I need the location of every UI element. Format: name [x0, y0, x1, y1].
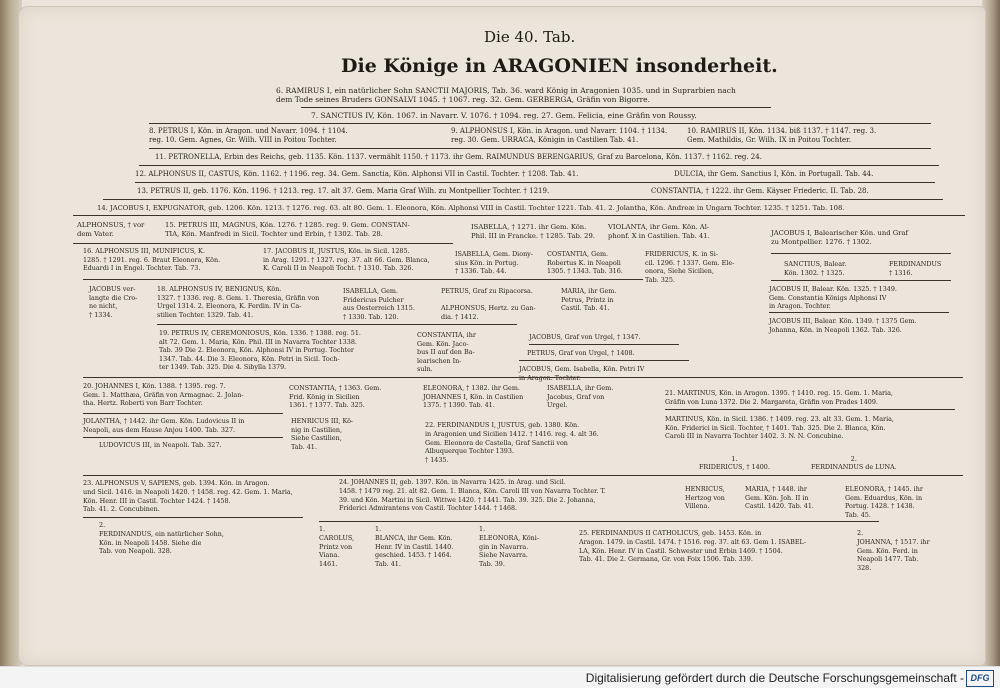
- entry-ramirus-2: 10. RAMIRUS II, Kön. 1134. biß 1137. † 1147. reg. 3. Gem. Mathildis, Gr. Wilh. IX in Poitou Tochter.: [687, 127, 877, 144]
- entry-ferdinandus-natural: 2. FERDINANDUS, ein natürlicher Sohn, Kön. in Neapoli 1458. Siehe die Tab. von Neapoli. 328.: [99, 521, 224, 556]
- entry-constantia-1: CONSTANTIA, † 1222. ihr Gem. Käyser Friederic. II. Tab. 28.: [651, 187, 869, 195]
- entry-isabella-1: ISABELLA, † 1271. ihr Gem. Kön. Phil. III in Francke. † 1285. Tab. 29.: [471, 223, 595, 240]
- bracket: [149, 148, 931, 149]
- entry-petrus-2: 13. PETRUS II, geb. 1176. Kön. 1196. † 1213. reg. 17. alt 37. Gem. Maria Graf Wilh. zu Montpellier Tochter. † 1219.: [137, 187, 550, 195]
- entry-isabella-2: ISABELLA, Gem. Diony- sius Kön. in Portug. † 1336. Tab. 44.: [455, 250, 533, 275]
- entry-maria-1: MARIA, ihr Gem. Petrus, Printz in Castil. Tab. 41.: [561, 287, 617, 312]
- entry-johannes-1: 20. JOHANNES I, Kön. 1388. † 1395. reg. 7. Gem. 1. Matthæa, Gräfin von Armagnac. 2. Jolan- tha. Hertz. Roberti von Barr Tochter.: [83, 382, 244, 408]
- entry-eleonora-3: 1. ELEONORA, Köni- gin in Navarra. Siehe Navarra. Tab. 39.: [479, 525, 539, 569]
- entry-isabella-4: ISABELLA, ihr Gem. Jacobus, Graf von Urgel.: [547, 384, 614, 410]
- entry-costantia: COSTANTIA, Gem. Robertus K. in Neapoli 1305. † 1343. Tab. 316.: [547, 250, 623, 275]
- entry-jacobus-balear: JACOBUS I, Balearischer Kön. und Graf zu Montpellier. 1276. † 1302.: [771, 229, 908, 246]
- plate-number: Die 40. Tab.: [484, 28, 576, 46]
- bracket: [103, 199, 943, 200]
- entry-violanta: VIOLANTA, ihr Gem. Kön. Al- phonf. X in Castilien. Tab. 41.: [608, 223, 710, 240]
- entry-ferdinandus-balear: FERDINANDUS † 1316.: [889, 260, 942, 277]
- entry-blanca: 1. BLANCA, ihr Gem. Kön. Henr. IV in Castil. 1440. geschied. 1453. † 1464. Tab. 41.: [375, 525, 454, 569]
- bracket: [83, 377, 963, 378]
- bracket: [83, 475, 963, 476]
- bracket: [771, 253, 951, 254]
- entry-alphonsus-2: 12. ALPHONSUS II, CASTUS, Kön. 1162. † 1196. reg. 34. Gem. Sanctia, Kön. Alphonsi VII in Castil. Tochter. † 1208. Tab. 41.: [135, 170, 579, 178]
- dfg-logo: DFG: [966, 670, 994, 687]
- entry-petrus-3: 15. PETRUS III, MAGNUS, Kön. 1276. † 1285. reg. 9. Gem. CONSTAN- TIA, Kön. Manfredi in Sicil. Tochter und Erbin, † 1302. Tab. 28.: [165, 221, 410, 238]
- bracket: [771, 280, 951, 281]
- bracket: [135, 182, 935, 183]
- entry-jacobus-balear-2: JACOBUS II, Balear. Kön. 1325. † 1349. Gem. Constantia Königs Alphonsi IV in Aragon. Tochter.: [769, 285, 897, 310]
- entry-sanctius-balear: SANCTIUS, Balear. Kön. 1302. † 1325.: [784, 260, 847, 277]
- entry-ferdinandus-2: 25. FERDINANDUS II CATHOLICUS, geb. 1453. Kön. in Aragon. 1479. in Castil. 1474. † 1516. reg. 37. alt 63. Gem 1. ISABEL- LA, Kön. Henr. IV in Castil. Schwester und Erbin 1469. † 1504. Tab. 41. Die 2. Germana, Gr. von Foix 1506. Tab. 339.: [579, 529, 806, 564]
- entry-eleonora-2: ELEONORA, † 1445. ihr Gem. Eduardus, Kön. in Portug. 1428. † 1438. Tab. 45.: [845, 485, 923, 519]
- bracket: [769, 312, 949, 313]
- bracket: [301, 107, 771, 108]
- bracket: [139, 165, 939, 166]
- bracket: [73, 215, 965, 216]
- bracket: [83, 413, 283, 414]
- entry-alphonsus-5: 23. ALPHONSUS V, SAPIENS, geb. 1394. Kön. in Aragon. und Sicil. 1416. in Neapoli 1420. † 1458. reg. 42. Gem. 1. Maria, Kön. Henr. III in Castil. Tochter 1424. † 1458. Tab. 41. 2. Concubinen.: [83, 479, 293, 514]
- entry-eleonora-1: ELEONORA, † 1382. ihr Gem. JOHANNES I, Kön. in Castilien 1375. † 1390. Tab. 41.: [423, 384, 524, 410]
- entry-henricus-villena: HENRICUS, Hertzog von Villena.: [685, 485, 725, 511]
- bracket: [83, 437, 283, 438]
- entry-johanna: 2. JOHANNA, † 1517. ihr Gem. Kön. Ferd. in Neapoli 1477. Tab. 328.: [857, 529, 930, 573]
- entry-petronella: 11. PETRONELLA, Erbin des Reichs, geb. 1135. Kön. 1137. vermählt 1150. † 1173. ihr Gem. RAIMUNDUS BERENGARIUS, Graf zu Barcelona, Kön. 1137. † 1162. reg. 24.: [155, 153, 762, 161]
- entry-jacobus-balear-3: JACOBUS III, Balear. Kön. 1349. † 1375 Gem. Johanna, Kön. in Neapoli 1362. Tab. 326.: [769, 317, 917, 334]
- bracket: [149, 123, 931, 124]
- entry-jacobus-urgel-1: JACOBUS, Graf von Urgel, † 1347.: [529, 333, 641, 341]
- entry-jacobus-2: 17. JACOBUS II, JUSTUS, Kön. in Sicil. 1285. in Arag. 1291. † 1327. reg. 37. alt 66. Gem. Blanca, K. Caroli II in Neapoli Tocht. † 1310. Tab. 326.: [263, 247, 430, 272]
- entry-alphonsus-vor-dem-vater: ALPHONSUS, † vor dem Vater.: [77, 221, 145, 238]
- entry-johannes-2: 24. JOHANNES II, geb. 1397. Kön. in Navarra 1425. in Arag. und Sicil. 1458. † 1479 reg. 21. alt 82. Gem. 1. Blanca, Kön. Caroli III von Navarra Tochter. T. 39. und Kön. Martini in Sicil. Wittwe 1420. † 1441. Tab. 39. 325. Die 2. Johanna, Friderici Admirantens von Castil. Tochter 1444. † 1468.: [339, 479, 606, 513]
- entry-petrus-4: 19. PETRUS IV, CEREMONIOSUS, Kön. 1336. † 1388. reg. 51. alt 72. Gem. 1. Maria, Kön. Phil. III in Navarra Tochter 1338. Tab. 39 Die 2. Eleonora, Kön. Alphonsi IV in Portug. Tochter 1347. Tab. 44. Die 3. Eleonora, Kön. Petri in Sicil. Toch- ter 1349. Tab. 325. Die 4. Sibylla 1379.: [159, 329, 361, 372]
- entry-petrus-1: 8. PETRUS I, Kön. in Aragon. und Navarr. 1094. † 1104. reg. 10. Gem. Agnes, Gr. Wilh. VIII in Poitou Tochter.: [149, 127, 348, 144]
- bracket: [665, 409, 955, 410]
- bracket: [83, 279, 643, 280]
- entry-ferdinandus-de-luna: 2. FERDINANDUS de LUNA.: [811, 455, 897, 471]
- entry-maria-2: MARIA, † 1448. ihr Gem. Kön. Joh. II in Castil. 1420. Tab. 41.: [745, 485, 814, 511]
- bracket: [83, 517, 303, 518]
- entry-isabella-3: ISABELLA, Gem. Fridericus Pulcher aus Oesterreich 1315. † 1330. Tab. 120.: [343, 287, 415, 321]
- entry-alphonsus-3: 16. ALPHONSUS III, MUNIFICUS, K. 1285. † 1291. reg. 6. Braut Eleonora, Kön. Eduardi I in Engel. Tochter. Tab. 73.: [83, 247, 221, 272]
- genealogy-sheet: [18, 6, 986, 666]
- entry-martinus-sicil: MARTINUS, Kön. in Sicil. 1386. † 1409. reg. 23. alt 33. Gem. 1. Maria, Kön. Friderici in Sicil. Tochter, † 1401. Tab. 325. Die 2. Blanca, Kön. Caroli III in Navarra Tochter 1402. 3. N. N. Concubine.: [665, 415, 894, 441]
- entry-carolus-viana: 1. CAROLUS, Printz von Viana. 1461.: [319, 525, 355, 569]
- entry-alphonsus-1: 9. ALPHONSUS I, Kön. in Aragon. und Navarr. 1104. † 1134. reg. 30. Gem. URRACA, Königin in Castilien Tab. 41.: [451, 127, 668, 144]
- entry-dulcia: DULCIA, ihr Gem. Sanctius I, Kön. in Portugall. Tab. 44.: [674, 170, 874, 178]
- footer-bar: [0, 666, 1000, 688]
- entry-alphonsus-4: 18. ALPHONSUS IV, BENIGNUS, Kön. 1327. † 1336. reg. 8. Gem. 1. Theresia, Gräfin von Urgel 1314. 2. Eleonora, K. Ferdin. IV in Ca- stilien Tochter. 1329. Tab. 41.: [157, 285, 320, 319]
- entry-ludovicus-3: LUDOVICUS III, in Neapoli. Tab. 327.: [99, 441, 222, 449]
- entry-fridericus-2: FRIDERICUS, K. in Si- cil. 1296. † 1337. Gem. Ele- onora, Siehe Sicilien, Tab. 325.: [645, 250, 735, 284]
- entry-martinus: 21. MARTINUS, Kön. in Aragon. 1395. † 1410. reg. 15. Gem. 1. Maria, Gräfin von Luna 1372. Die 2. Margareta, Gräfin von Prades 1409.: [665, 389, 893, 406]
- entry-ramirus-1: 6. RAMIRUS I, ein natürlicher Sohn SANCTII MAJORIS, Tab. 36. ward König in Aragonien 1035. und in Suprarbien nach dem Tode seines Bruders GONSALVI 1045. † 1067. reg. 32. Gem. GERBERGA, Gräfin von Bigorre.: [276, 86, 736, 104]
- bracket: [519, 360, 689, 361]
- entry-henricus-3: HENRICUS III, Kö- nig in Castilien, Siehe Castilien, Tab. 41.: [291, 417, 354, 451]
- entry-constantia-3: CONSTANTIA, † 1363. Gem. Frid. König in Sicilien 1361. † 1377. Tab. 325.: [289, 384, 382, 410]
- entry-alphonsus-gandia: ALPHONSUS, Hertz. zu Gan- dia. † 1412.: [441, 304, 536, 321]
- entry-ferdinandus-1: 22. FERDINANDUS I, JUSTUS, geb. 1380. Kön. in Aragonien und Sicilien 1412. † 1416. reg. 4. alt 36. Gem. Eleonora de Castella, Graf Sanctii von Albuquerque Tochter 1393. † 1435.: [425, 421, 599, 465]
- entry-jolantha: JOLANTHA, † 1442. ihr Gem. Kön. Ludovicus II in Neapoli, aus dem Hause Anjou 1400. Tab. 327.: [83, 417, 245, 434]
- footer-credit: Digitalisierung gefördert durch die Deutsche Forschungsgemeinschaft -: [585, 671, 964, 685]
- entry-petrus-ripacorsa: PETRUS, Graf zu Ripacorsa.: [441, 287, 533, 295]
- entry-constantia-2: CONSTANTIA, ihr Gem. Kön. Jaco- bus II auf den Ba- learischen In- suln.: [417, 331, 476, 374]
- entry-sanctius-4: 7. SANCTIUS IV, Kön. 1067. in Navarr. V. 1076. † 1094. reg. 27. Gem. Felicia, eine Gräfin von Roussy.: [311, 111, 697, 120]
- entry-jacobus-urgel-2: JACOBUS, Gem. Isabella, Kön. Petri IV in Aragon. Tochter.: [519, 365, 645, 382]
- entry-petrus-urgel: PETRUS, Graf von Urgel, † 1408.: [527, 349, 635, 357]
- bracket: [157, 324, 517, 325]
- bracket: [319, 521, 879, 522]
- bracket: [529, 344, 679, 345]
- entry-jacobus-verlangte: JACOBUS ver- langte die Cro- ne nicht, † 1334.: [89, 285, 138, 319]
- bracket: [73, 243, 453, 244]
- document-title: Die Könige in ARAGONIEN insonderheit.: [341, 55, 778, 77]
- entry-jacobus-1: 14. JACOBUS I, EXPUGNATOR, geb. 1206. Kön. 1213. † 1276. reg. 63. alt 80. Gem. 1. Eleonora, Kön. Alphonsi VIII in Castil. Tochter 1221. Tab. 41. 2. Jolantha, Kön. Andreæ in Ungarn Tochter. 1235. † 1251. Tab. 108.: [97, 204, 845, 212]
- entry-fridericus-illegit: 1. FRIDERICUS, † 1400.: [699, 455, 770, 471]
